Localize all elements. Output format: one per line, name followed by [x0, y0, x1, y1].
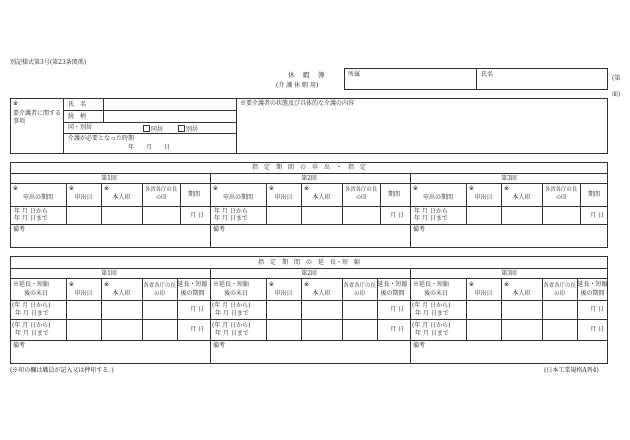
- extension-row-2-end[interactable]: 年 月 日まで: [15, 330, 49, 337]
- extension-row-1-length[interactable]: 月 日: [390, 306, 404, 313]
- designation-col-request-period: 申出の期間: [222, 194, 253, 201]
- extension-round-2: 第2回: [301, 270, 317, 277]
- extension-row-2-end[interactable]: 年 月 日まで: [215, 330, 249, 337]
- extension-row-1-length[interactable]: 月 日: [590, 306, 604, 313]
- extension-remarks[interactable]: 備考: [13, 342, 26, 349]
- designation-col-applicant-seal: 本人印: [312, 194, 331, 201]
- extension-row-1-start[interactable]: (年 月 日から): [412, 302, 451, 309]
- designation-col-request-period: 申出の期間: [22, 194, 53, 201]
- designation-col-period: 期間: [387, 191, 400, 198]
- designation-period-length[interactable]: 月 日: [590, 212, 604, 219]
- designation-col-minister-seal: 各省各庁の長の印: [544, 187, 578, 201]
- extension-round-3: 第3回: [501, 270, 517, 277]
- care-mark: ※: [13, 100, 19, 107]
- form-label: 別記様式第3号(第23条関係): [10, 59, 87, 66]
- extension-row-1-start[interactable]: (年 月 日から): [12, 302, 51, 309]
- extension-remarks[interactable]: 備考: [213, 342, 226, 349]
- designation-period-start[interactable]: 年 月 日から: [214, 208, 248, 215]
- checkbox-icon[interactable]: [143, 125, 150, 132]
- care-left-label: 要介護者に関する事項: [13, 110, 62, 125]
- extension-row-2-start[interactable]: (年 月 日から): [412, 322, 451, 329]
- designation-period-end[interactable]: 年 月 日まで: [14, 215, 48, 222]
- extension-row-2-start[interactable]: (年 月 日から): [12, 322, 51, 329]
- extension-col-after: 延長・短縮: [577, 281, 608, 288]
- form-subtitle: (介 護 休 暇 用): [276, 82, 319, 89]
- care-relation-label: 続 柄: [68, 113, 87, 120]
- designation-period-start[interactable]: 年 月 日から: [14, 208, 48, 215]
- designation-col-request-date: 申出日: [274, 194, 293, 201]
- designation-remarks[interactable]: 備考: [413, 226, 426, 233]
- designation-title: 指 定 期 間 の 申 出 ・ 指 定: [251, 164, 366, 171]
- extension-col-applicant-seal: 本人印: [312, 290, 331, 297]
- extension-row-1-end[interactable]: 年 月 日まで: [415, 310, 449, 317]
- extension-row-2-length[interactable]: 月 日: [590, 326, 604, 333]
- extension-col-minister-seal: 各省各庁の長の印: [143, 283, 176, 297]
- designation-remarks[interactable]: 備考: [213, 226, 226, 233]
- designation-col-minister-seal: 各省各庁の長の印: [144, 187, 178, 201]
- extension-col-end: ※延長・短縮: [413, 281, 450, 288]
- extension-round-1: 第1回: [101, 270, 117, 277]
- form-title: 休 暇 簿: [288, 71, 326, 79]
- designation-col-minister-seal: 各省各庁の長の印: [344, 187, 378, 201]
- extension-col-applicant-seal: 本人印: [112, 290, 131, 297]
- designation-round-2: 第2回: [301, 175, 317, 182]
- checkbox-icon[interactable]: [178, 125, 185, 132]
- extension-title: 指 定 期 間 の 延 長・短 縮: [257, 259, 360, 266]
- designation-col-request-date: 申出日: [74, 194, 93, 201]
- care-time-label: 介護が必要となった時期: [68, 135, 135, 142]
- extension-row-1-end[interactable]: 年 月 日まで: [15, 310, 49, 317]
- designation-col-request-date: 申出日: [474, 194, 493, 201]
- extension-row-2-length[interactable]: 月 日: [190, 326, 204, 333]
- extension-col-end: ※延長・短縮: [213, 281, 250, 288]
- care-state-label: ※要介護者の状態及び具体的な介護の内容: [240, 100, 355, 107]
- extension-col-after: 延長・短縮: [177, 281, 208, 288]
- designation-period-end[interactable]: 年 月 日まで: [414, 215, 448, 222]
- extension-row-2-start[interactable]: (年 月 日から): [212, 322, 251, 329]
- extension-remarks[interactable]: 備考: [413, 342, 426, 349]
- page-side-label: (第: [612, 75, 621, 82]
- designation-col-applicant-seal: 本人印: [112, 194, 131, 201]
- extension-col-after: 延長・短縮: [377, 281, 408, 288]
- extension-col-end: ※延長・短縮: [13, 281, 50, 288]
- designation-col-applicant-seal: 本人印: [512, 194, 531, 201]
- designation-round-1: 第1回: [101, 175, 117, 182]
- designation-remarks[interactable]: 備考: [13, 226, 26, 233]
- footer-note: (※印の欄は職員が記入又は押印する。): [10, 367, 114, 374]
- extension-row-2-end[interactable]: 年 月 日まで: [415, 330, 449, 337]
- extension-col-minister-seal: 各省各庁の長の印: [543, 283, 576, 297]
- dept-label: 所属: [348, 71, 361, 78]
- cohab-option-together[interactable]: 同居: [143, 125, 163, 133]
- designation-col-request-period: 申出の期間: [422, 194, 453, 201]
- extension-col-minister-seal: 各省各庁の長の印: [343, 283, 376, 297]
- designation-round-3: 第3回: [501, 175, 517, 182]
- page-side-label-2: 面): [612, 91, 621, 98]
- care-cohab-label: 同・別居: [68, 124, 93, 131]
- extension-col-applicant-seal: 本人印: [512, 290, 531, 297]
- designation-period-length[interactable]: 月 日: [390, 212, 404, 219]
- cohab-option-separate[interactable]: 別居: [178, 125, 198, 133]
- designation-period-end[interactable]: 年 月 日まで: [214, 215, 248, 222]
- extension-col-request-date: 申出日: [274, 290, 293, 297]
- name-label: 氏名: [481, 71, 494, 78]
- designation-col-period: 期間: [187, 191, 200, 198]
- extension-col-request-date: 申出日: [74, 290, 93, 297]
- extension-row-2-length[interactable]: 月 日: [390, 326, 404, 333]
- footer-standard: (日本工業規格A列4): [544, 367, 599, 374]
- designation-period-length[interactable]: 月 日: [190, 212, 204, 219]
- care-date-field[interactable]: 年 月 日: [128, 144, 171, 151]
- designation-period-start[interactable]: 年 月 日から: [414, 208, 448, 215]
- extension-row-1-start[interactable]: (年 月 日から): [212, 302, 251, 309]
- care-name-label: 氏 名: [68, 101, 87, 108]
- extension-row-1-end[interactable]: 年 月 日まで: [215, 310, 249, 317]
- extension-row-1-length[interactable]: 月 日: [190, 306, 204, 313]
- designation-col-period: 期間: [587, 191, 600, 198]
- extension-col-request-date: 申出日: [474, 290, 493, 297]
